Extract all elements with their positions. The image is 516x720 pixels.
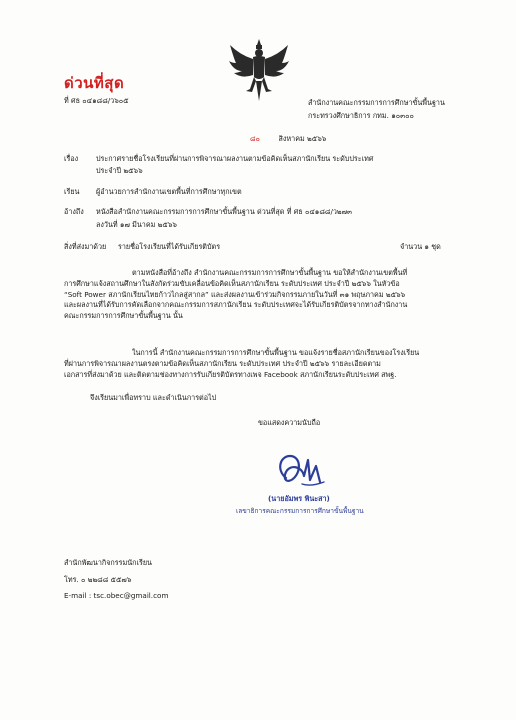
subject-label: เรื่อง	[64, 154, 79, 163]
subject-line-1: ประกาศรายชื่อโรงเรียนที่ผ่านการพิจารณาผลงานตามข้อคิดเห็นสภานักเรียน ระดับประเทศ	[96, 154, 374, 163]
document-date	[250, 134, 326, 144]
urgency-label: ด่วนที่สุด	[64, 74, 125, 92]
footer-office: สำนักพัฒนากิจกรรมนักเรียน	[64, 558, 152, 567]
office-address: กระทรวงศึกษาธิการ กทม. ๑๐๓๐๐	[308, 111, 414, 120]
paragraph-1-line: และผลงานที่ได้รับการคัดเลือกจากคณะกรรมการสภานักเรียน ระดับประเทศจะได้รับเกียรติบัตรจากทางสำนักงาน	[64, 300, 408, 310]
attachment-label: สิ่งที่ส่งมาด้วย	[64, 242, 107, 251]
subject-line-2: ประจำปี ๒๕๖๖	[96, 166, 143, 175]
paragraph-1-line: ตามหนังสือที่อ้างถึง สำนักงานคณะกรรมการการศึกษาขั้นพื้นฐาน ขอให้สำนักงานเขตพื้นที่	[132, 268, 408, 277]
body-paragraph-3: จึงเรียนมาเพื่อทราบ และดำเนินการต่อไป	[90, 393, 217, 402]
date-day: ๘๐	[250, 134, 260, 143]
paragraph-2-line: ในการนี้ สำนักงานคณะกรรมการการศึกษาขั้นพื้นฐาน ขอแจ้งรายชื่อสภานักเรียนของโรงเรียน	[132, 348, 420, 357]
reference-line-1: หนังสือสำนักงานคณะกรรมการการศึกษาขั้นพื้นฐาน ด่วนที่สุด ที่ ศธ ๐๔๑๘๘/ว๒๗๓	[96, 207, 352, 216]
closing-text: ขอแสดงความนับถือ	[258, 418, 321, 427]
garuda-emblem-icon	[226, 37, 292, 103]
paragraph-2-line: เอกสารที่ส่งมาด้วย และติดตามช่องทางการรับเกียรติบัตรทางเพจ Facebook สภานักเรียนระดับประเทศ สพฐ.	[64, 369, 397, 379]
date-month-year: สิงหาคม ๒๕๖๖	[278, 134, 327, 143]
reference-label: อ้างถึง	[64, 207, 84, 216]
attachment-count: จำนวน ๑ ชุด	[400, 242, 441, 251]
footer-phone: โทร. ๐ ๒๒๘๘ ๕๕๗๖	[64, 575, 132, 584]
paragraph-1-line: การศึกษาแจ้งสถานศึกษาในสังกัดร่วมขับเคลื่อนข้อคิดเห็นสภานักเรียน ระดับประเทศ ประจำปี ๒๕๖๖ ในหัวข้อ	[64, 278, 400, 288]
office-name: สำนักงานคณะกรรมการการศึกษาขั้นพื้นฐาน	[308, 98, 445, 107]
paragraph-1-line: คณะกรรมการการศึกษาขั้นพื้นฐาน นั้น	[64, 311, 183, 321]
document-number	[64, 96, 129, 106]
attachment-text: รายชื่อโรงเรียนที่ได้รับเกียรติบัตร	[118, 242, 221, 251]
footer-email: E-mail : tsc.obec@gmail.com	[64, 591, 169, 600]
paragraph-2-line: ที่ผ่านการพิจารณาผลงานตรงตามข้อคิดเห็นสภานักเรียน ระดับประเทศ ประจำปี ๒๕๖๖ รายละเอียดตาม	[64, 358, 381, 368]
signer-name: (นายอัมพร พินะสา)	[268, 494, 330, 503]
reference-line-2: ลงวันที่ ๑๗ มีนาคม ๒๕๖๖	[96, 220, 177, 229]
signer-title: เลขาธิการคณะกรรมการการศึกษาขั้นพื้นฐาน	[236, 507, 364, 515]
body-paragraph-1	[64, 268, 464, 322]
document-number-text: ที่ ศธ ๐๔๑๘๘/ว๖๐๕	[64, 96, 129, 105]
body-paragraph-2	[64, 348, 464, 380]
recipient-label: เรียน	[64, 187, 80, 196]
paragraph-1-line: “Soft Power สภานักเรียนไทยก้าวไกลสู่สากล” และส่งผลงานเข้าร่วมกิจกรรมภายในวันที่ ๓๑ พฤษภาคม ๒๕๖๖	[64, 289, 406, 299]
recipient-text: ผู้อำนวยการสำนักงานเขตพื้นที่การศึกษาทุกเขต	[96, 187, 242, 196]
handwritten-signature	[272, 448, 332, 492]
